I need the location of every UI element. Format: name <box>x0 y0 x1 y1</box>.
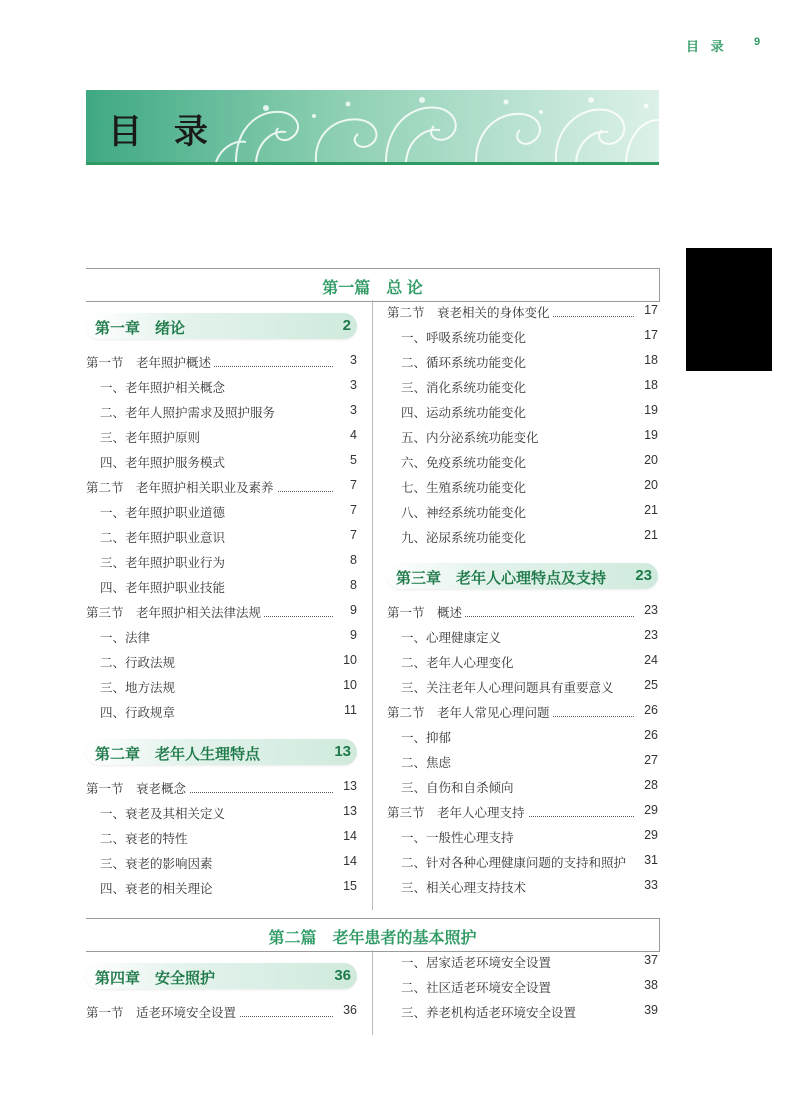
entry-page: 26 <box>634 728 658 742</box>
part-two-title: 第二篇 老年患者的基本照护 <box>268 930 477 947</box>
chapter-two-heading[interactable] <box>86 739 357 765</box>
contents-banner <box>86 90 659 162</box>
entry-page: 11 <box>333 703 357 717</box>
toc-subsection-entry[interactable] <box>387 978 658 996</box>
entry-title: 三、消化系统功能变化 <box>401 378 529 396</box>
entry-title: 三、衰老的影响因素 <box>100 854 216 872</box>
toc-subsection-entry[interactable] <box>86 453 357 471</box>
toc-subsection-entry[interactable] <box>86 678 357 696</box>
toc-subsection-entry[interactable] <box>387 853 658 871</box>
running-head <box>686 36 776 56</box>
entry-title: 第二节 老年照护相关职业及素养 <box>86 478 277 496</box>
entry-page: 20 <box>634 453 658 467</box>
entry-title: 四、衰老的相关理论 <box>100 879 216 897</box>
toc-subsection-entry[interactable] <box>86 703 357 721</box>
entry-title: 三、地方法规 <box>100 678 178 696</box>
entry-page: 7 <box>333 528 357 542</box>
entry-page: 31 <box>634 853 658 867</box>
entry-page: 14 <box>333 829 357 843</box>
entry-page: 28 <box>634 778 658 792</box>
entry-title: 三、老年照护原则 <box>100 428 203 446</box>
entry-title: 一、呼吸系统功能变化 <box>401 328 529 346</box>
toc-subsection-entry[interactable] <box>86 553 357 571</box>
entry-page: 18 <box>634 353 658 367</box>
entry-title: 二、衰老的特性 <box>100 829 191 847</box>
entry-page: 25 <box>634 678 658 692</box>
entry-title: 一、衰老及其相关定义 <box>100 804 228 822</box>
entry-page: 4 <box>333 428 357 442</box>
chapter-title: 第一章 绪论 <box>95 320 186 337</box>
banner-underline <box>86 162 659 165</box>
toc-subsection-entry[interactable] <box>387 503 658 521</box>
toc-subsection-entry[interactable] <box>387 653 658 671</box>
entry-title: 三、自伤和自杀倾向 <box>401 778 517 796</box>
toc-section-entry[interactable] <box>86 603 357 621</box>
toc-subsection-entry[interactable] <box>86 378 357 396</box>
entry-page: 7 <box>333 503 357 517</box>
entry-title: 一、法律 <box>100 628 153 646</box>
chapter-one-heading[interactable] <box>86 313 357 339</box>
chapter-page: 2 <box>342 317 351 334</box>
entry-title: 第三节 老年人心理支持 <box>387 803 528 821</box>
part-one-header <box>86 268 660 302</box>
toc-section-entry[interactable] <box>86 353 357 371</box>
toc-subsection-entry[interactable] <box>387 753 658 771</box>
toc-subsection-entry[interactable] <box>86 403 357 421</box>
part-one-title: 第一篇 总 论 <box>322 280 423 297</box>
entry-page: 7 <box>333 478 357 492</box>
entry-page: 21 <box>634 528 658 542</box>
entry-title: 二、老年照护职业意识 <box>100 528 228 546</box>
toc-subsection-entry[interactable] <box>387 353 658 371</box>
toc-subsection-entry[interactable] <box>387 678 658 696</box>
running-head-title: 目 录 <box>686 39 728 54</box>
entry-title: 二、老年人心理变化 <box>401 653 517 671</box>
entry-page: 5 <box>333 453 357 467</box>
entry-page: 36 <box>333 1003 357 1017</box>
entry-title: 第一节 概述 <box>387 603 465 621</box>
entry-page: 10 <box>333 678 357 692</box>
toc-section-entry[interactable] <box>387 703 658 721</box>
entry-title: 第一节 衰老概念 <box>86 779 189 797</box>
entry-title: 三、相关心理支持技术 <box>401 878 529 896</box>
entry-title: 二、老年人照护需求及照护服务 <box>100 403 278 421</box>
entry-title: 一、居家适老环境安全设置 <box>401 953 554 971</box>
entry-title: 一、老年照护相关概念 <box>100 378 228 396</box>
entry-page: 23 <box>634 628 658 642</box>
running-head-page-number: 9 <box>754 36 761 48</box>
toc-section-entry[interactable] <box>387 603 658 621</box>
toc-subsection-entry[interactable] <box>86 578 357 596</box>
toc-section-entry[interactable] <box>86 779 357 797</box>
entry-page: 18 <box>634 378 658 392</box>
entry-title: 二、针对各种心理健康问题的支持和照护 <box>401 853 629 871</box>
toc-subsection-entry[interactable] <box>86 528 357 546</box>
toc-section-entry[interactable] <box>86 1003 357 1021</box>
toc-subsection-entry[interactable] <box>387 453 658 471</box>
entry-title: 第一节 老年照护概述 <box>86 353 214 371</box>
toc-subsection-entry[interactable] <box>86 503 357 521</box>
toc-section-entry[interactable] <box>387 803 658 821</box>
chapter-page: 23 <box>635 567 652 584</box>
entry-title: 二、行政法规 <box>100 653 178 671</box>
entry-title: 第一节 适老环境安全设置 <box>86 1003 239 1021</box>
toc-subsection-entry[interactable] <box>387 828 658 846</box>
toc-subsection-entry[interactable] <box>86 628 357 646</box>
entry-title: 二、社区适老环境安全设置 <box>401 978 554 996</box>
entry-page: 13 <box>333 779 357 793</box>
entry-page: 20 <box>634 478 658 492</box>
chapter-title: 第四章 安全照护 <box>95 970 216 987</box>
entry-page: 37 <box>634 953 658 967</box>
toc-subsection-entry[interactable] <box>387 728 658 746</box>
entry-title: 六、免疫系统功能变化 <box>401 453 529 471</box>
entry-title: 四、老年照护服务模式 <box>100 453 228 471</box>
chapter-three-heading[interactable] <box>387 563 658 589</box>
part-two-header <box>86 918 660 952</box>
toc-section-entry[interactable] <box>387 303 658 321</box>
entry-title: 第二节 衰老相关的身体变化 <box>387 303 553 321</box>
banner-title: 目 录 <box>108 112 218 152</box>
entry-title: 二、循环系统功能变化 <box>401 353 529 371</box>
entry-title: 八、神经系统功能变化 <box>401 503 529 521</box>
entry-page: 19 <box>634 403 658 417</box>
entry-page: 19 <box>634 428 658 442</box>
toc-subsection-entry[interactable] <box>86 428 357 446</box>
toc-subsection-entry[interactable] <box>387 778 658 796</box>
entry-page: 17 <box>634 303 658 317</box>
entry-title: 一、心理健康定义 <box>401 628 504 646</box>
toc-subsection-entry[interactable] <box>86 879 357 897</box>
entry-page: 15 <box>333 879 357 893</box>
entry-title: 五、内分泌系统功能变化 <box>401 428 542 446</box>
toc-subsection-entry[interactable] <box>86 854 357 872</box>
entry-title: 二、焦虑 <box>401 753 454 771</box>
chapter-four-heading[interactable] <box>86 963 357 989</box>
entry-title: 九、泌尿系统功能变化 <box>401 528 529 546</box>
toc-subsection-entry[interactable] <box>387 478 658 496</box>
entry-page: 3 <box>333 353 357 367</box>
toc-subsection-entry[interactable] <box>387 1003 658 1021</box>
toc-subsection-entry[interactable] <box>387 528 658 546</box>
entry-title: 第二节 老年人常见心理问题 <box>387 703 553 721</box>
column-divider <box>372 950 373 1035</box>
entry-page: 9 <box>333 603 357 617</box>
entry-title: 四、行政规章 <box>100 703 178 721</box>
entry-page: 8 <box>333 553 357 567</box>
entry-title: 三、老年照护职业行为 <box>100 553 228 571</box>
toc-subsection-entry[interactable] <box>387 428 658 446</box>
chapter-page: 36 <box>334 967 351 984</box>
entry-page: 39 <box>634 1003 658 1017</box>
entry-page: 38 <box>634 978 658 992</box>
toc-subsection-entry[interactable] <box>387 403 658 421</box>
entry-title: 七、生殖系统功能变化 <box>401 478 529 496</box>
toc-subsection-entry[interactable] <box>387 628 658 646</box>
entry-page: 13 <box>333 804 357 818</box>
chapter-title: 第三章 老年人心理特点及支持 <box>396 570 607 587</box>
entry-title: 一、一般性心理支持 <box>401 828 517 846</box>
chapter-title: 第二章 老年人生理特点 <box>95 746 261 763</box>
toc-subsection-entry[interactable] <box>86 653 357 671</box>
entry-page: 26 <box>634 703 658 717</box>
toc-subsection-entry[interactable] <box>86 804 357 822</box>
chapter-page: 13 <box>334 743 351 760</box>
entry-page: 10 <box>333 653 357 667</box>
entry-page: 21 <box>634 503 658 517</box>
entry-page: 3 <box>333 378 357 392</box>
toc-subsection-entry[interactable] <box>387 878 658 896</box>
entry-page: 33 <box>634 878 658 892</box>
column-divider <box>372 300 373 910</box>
entry-page: 14 <box>333 854 357 868</box>
entry-page: 27 <box>634 753 658 767</box>
entry-title: 三、关注老年人心理问题具有重要意义 <box>401 678 617 696</box>
entry-page: 9 <box>333 628 357 642</box>
toc-section-entry[interactable] <box>86 478 357 496</box>
entry-page: 17 <box>634 328 658 342</box>
entry-page: 8 <box>333 578 357 592</box>
entry-page: 3 <box>333 403 357 417</box>
entry-page: 24 <box>634 653 658 667</box>
entry-title: 一、老年照护职业道德 <box>100 503 228 521</box>
entry-page: 29 <box>634 828 658 842</box>
entry-title: 四、运动系统功能变化 <box>401 403 529 421</box>
toc-subsection-entry[interactable] <box>387 378 658 396</box>
toc-subsection-entry[interactable] <box>387 328 658 346</box>
entry-title: 三、养老机构适老环境安全设置 <box>401 1003 579 1021</box>
toc-subsection-entry[interactable] <box>86 829 357 847</box>
entry-title: 第三节 老年照护相关法律法规 <box>86 603 264 621</box>
entry-title: 一、抑郁 <box>401 728 454 746</box>
entry-page: 23 <box>634 603 658 617</box>
entry-page: 29 <box>634 803 658 817</box>
toc-subsection-entry[interactable] <box>387 953 658 971</box>
entry-title: 四、老年照护职业技能 <box>100 578 228 596</box>
side-thumb-tab <box>686 248 772 371</box>
